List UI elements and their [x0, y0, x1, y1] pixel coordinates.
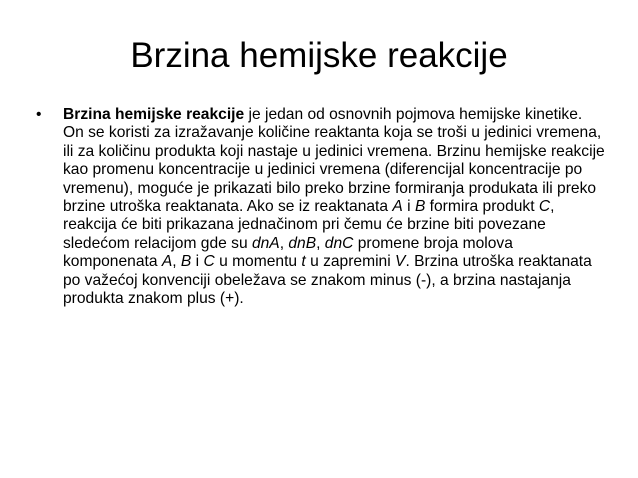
paragraph-segment: dnA: [251, 234, 280, 252]
paragraph-segment: A: [161, 253, 173, 271]
paragraph-segment: i: [191, 253, 204, 271]
paragraph-segment: dnC: [324, 234, 354, 252]
bullet-paragraph: [63, 106, 606, 308]
paragraph-segment: promene broja molova komponenata: [63, 234, 513, 271]
paragraph-segment: formira produkt: [425, 198, 539, 216]
slide-title: Brzina hemijske reakcije: [130, 36, 508, 75]
paragraph-segment: V: [395, 253, 406, 271]
paragraph-segment: Brzina hemijske reakcije: [63, 106, 245, 123]
paragraph-segment: . Brzina utroška reaktanata po važećoj konvenciji obeležava se znakom minus (-), a brzina nastajanja produkta znakom plus (+).: [63, 253, 592, 308]
slide-body: [36, 106, 606, 308]
bullet-item: [36, 106, 606, 308]
bullet-icon: •: [36, 106, 42, 123]
paragraph-segment: A: [392, 198, 403, 216]
paragraph-segment: B: [180, 253, 192, 271]
paragraph-segment: ,: [316, 234, 325, 252]
paragraph-segment: B: [414, 198, 426, 216]
paragraph-segment: dnB: [288, 234, 317, 252]
paragraph-segment: C: [203, 253, 215, 271]
paragraph-segment: t: [301, 253, 306, 271]
paragraph-segment: u zapremini: [305, 253, 396, 271]
paragraph-segment: , reakcija će biti prikazana jednačinom pri čemu će brzine biti povezane sledećom relacijom gde su: [63, 198, 555, 252]
paragraph-segment: ,: [172, 253, 181, 271]
paragraph-segment: ,: [279, 234, 289, 252]
paragraph-segment: u momentu: [214, 253, 302, 271]
paragraph-segment: i: [402, 198, 415, 216]
paragraph-segment: je jedan od osnovnih pojmova hemijske kinetike. On se koristi za izražavanje količine reaktanta koja se troši u jedinici vremena, ili za količinu produkta koji nastaje u jedinici vremena. Brzinu hemijske reakcije kao promenu koncentracije u jedinici vremena (diferencijal koncentracije po vremenu), moguće je prikazati bilo preko brzine formiranja produkata ili preko brzine utroška reaktanata. Ako se iz reaktanata: [63, 106, 605, 216]
paragraph-segment: C: [538, 198, 551, 216]
